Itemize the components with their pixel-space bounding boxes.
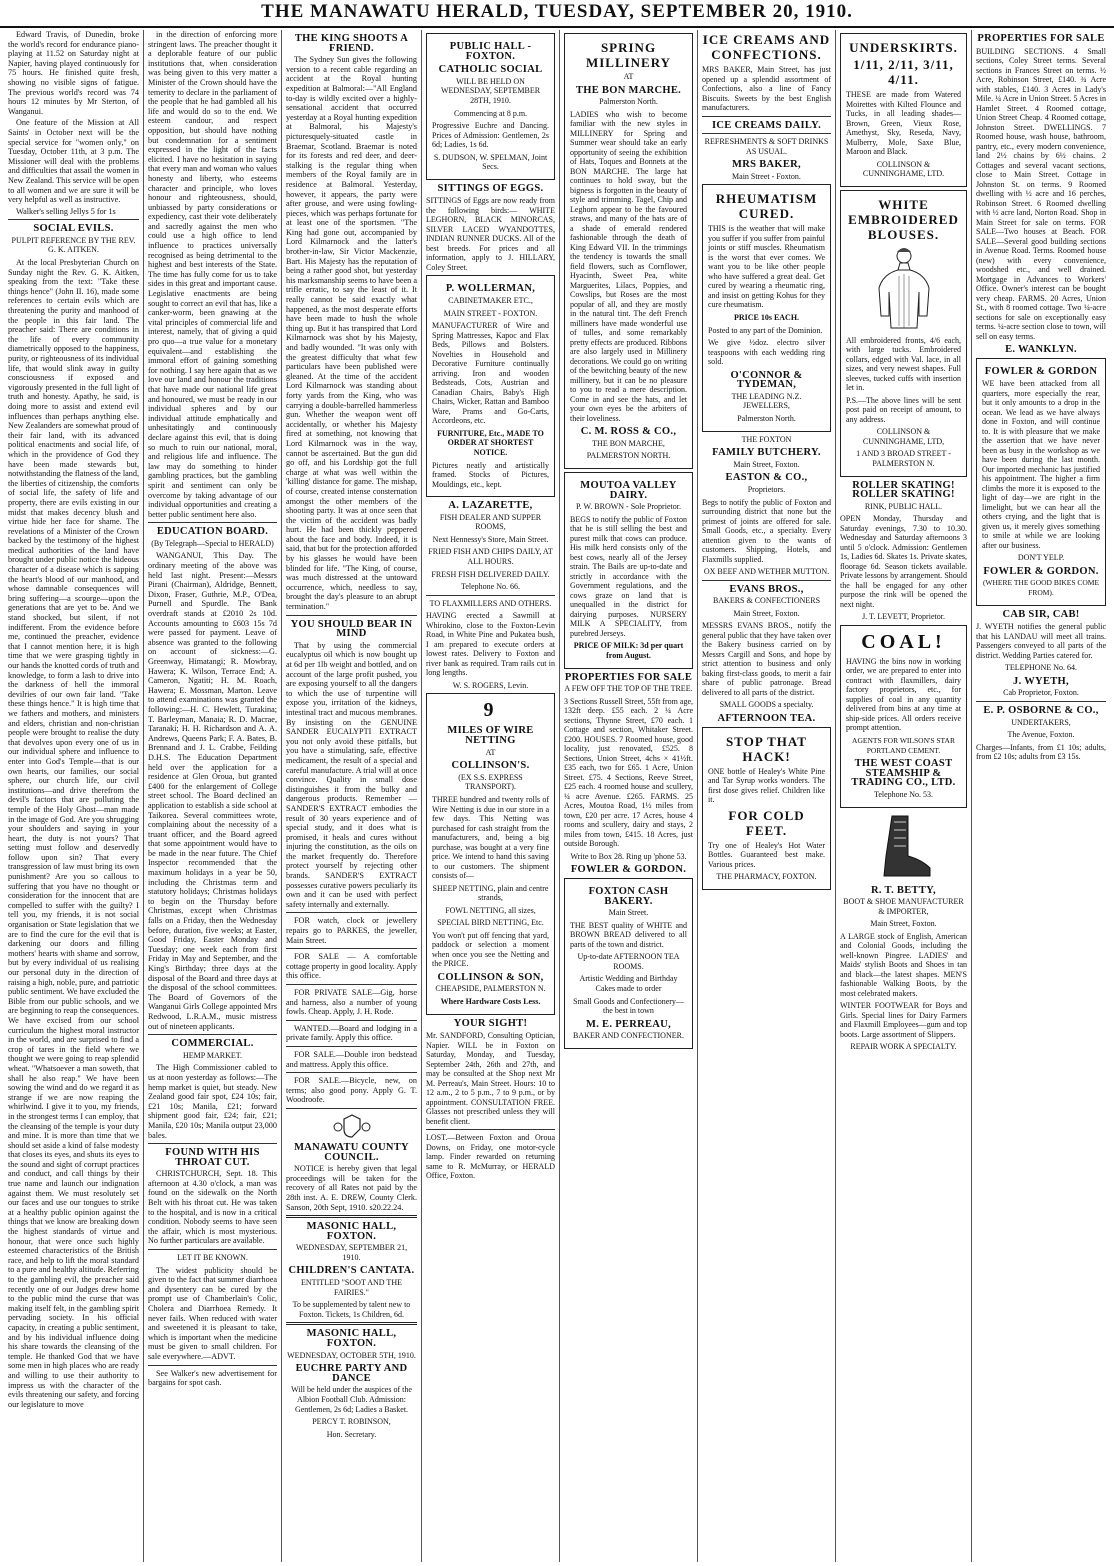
ad-line: REFRESHMENTS & SOFT DRINKS AS USUAL. [704, 137, 829, 156]
ad-signature: J. T. LEVETT, Proprietor. [862, 612, 945, 622]
ad-body: Mr. SANDFORD, Consulting Optician, Napier. WILL be in Foxton on Saturday, Monday, and Tuesday, September 24th, 26th and 27th, and may be consulted at the Shop next Mr M. Perreau's, Main Street. Hours: 10 to 12 a.m., 2 to 5 p.m., 7 to 9 p.m., or by appointment. CONSULTATION FREE. Glasses not prescribed unless they will benefit client. [426, 1031, 555, 1126]
article-body: The widest publicity should be given to the fact that summer diarrhoea and dysentery can be cured by the prompt use of Chamberlain's Colic, Cholera and Diarrhoea Remedy. It never fails. When reduced with water and sweetened it is pleasant to take, which is important when the medicine must be given to small children. For sale everywhere.—ADVT. [148, 1265, 277, 1361]
ad-body: THE BEST quality of WHITE and BROWN BREAD delivered to all parts of the town and district. [570, 920, 687, 949]
event-body: To be supplemented by talent new to Foxton. Tickets, 1s Children, 6d. [292, 1300, 411, 1319]
ad-body: Pictures neatly and artistically framed. Stocks of Pictures, Mouldings, etc., kept. [432, 460, 549, 489]
article-subheading: (By Telegraph—Special to HERALD) [151, 538, 274, 548]
ad-address: Next Hennessy's Store, Main Street. [432, 534, 549, 544]
ad-note: (EX S.S. EXPRESS TRANSPORT). [458, 772, 523, 792]
ad-body: Begs to notify the public of Foxton and surrounding district that none but the primest of joints are offered for sale. Small Goods, etc., a specialty. Every attention given to the wants of customers. Shipping, Hotels, and Flaxmills supplied. [702, 497, 831, 564]
ad-body: FRESH FISH DELIVERED DAILY. [431, 569, 550, 579]
ad-telephone: TELEPHONE No. 64. [1005, 663, 1077, 673]
ad-line: SMALL GOODS a specialty. [719, 700, 814, 710]
article-heading: YOU SHOULD BEAR IN MIND [290, 618, 413, 640]
ad-body: WINTER FOOTWEAR for Boys and Girls. Special lines for Dairy Farmers and Flaxmill Employees—gum and top boots. Large assortment of Slippers. [840, 1001, 967, 1039]
ad-line: OX BEEF AND WETHER MUTTON. [703, 567, 830, 576]
ad-catholic-social [426, 33, 555, 180]
event-subtitle: ENTITLED "SOOT AND THE FAIRIES." [301, 1278, 402, 1297]
ad-body: BUILDING SECTIONS. 4 Small sections, Coley Street terms. Several sections in Frances Street on terms. ½ Acre, Robinson Street, £140. ¾ Acre with stables, £140. 3 Acres in Lady's Mile. ¼ Acre in Union Street. 5 Acres in Hamlet Street. 4 Roomed cottage, Union Street Cheap. 4 Roomed cottage, Johnston Street. DWELLINGS. 7 Roomed house, wash house, bathroom, pantry, etc., every modern convenience, land 2½ chains by 6½ chains. 2 Cottages and several vacant sections, close to Main Street. Cottage in Johnston St. on terms. 9 Roomed dwelling with ½ acre and 16 perches, Robinson Street. 6 Roomed dwelling with ½ acre land, Norton Road. Shop in Main Street for sale on terms. FOR SALE—Two houses at Beach. FOR SALE—Several good building sections in Avenue Road. Terms. Roomed house (new) with every convenience, woodshed etc., and well drained. Mortgage in Advances to Workers' Office. Owner's interest can be bought very cheap. FARMS. 20 Acres, Union St., with 8 roomed cottage. Two ¼-acre sections for sale on exceptionally easy terms. ¼-acre section close to town, will sell on easy terms. [976, 46, 1106, 341]
ad-heading: CAB SIR, CAB! [1002, 608, 1080, 620]
column-7 [836, 30, 972, 1562]
ad-subheading: FISH DEALER AND SUPPER ROOMS, [439, 512, 542, 532]
column-6 [698, 30, 836, 1562]
ad-date: WILL BE HELD ON WEDNESDAY, SEPTEMBER 28TH, 1910. [440, 76, 541, 105]
ad-time: Commencing at 8 p.m. [453, 108, 528, 118]
column-8 [972, 30, 1110, 1562]
ad-body: 3 Sections Russell Street, 55ft from age, 132ft deep. £55 each. 2 ¼ Acre sections, Thynne Street, £70 each. 1 Cottage and section, Whitaker Street. £200. HOUSES. 7 Roomed house, good locality, just renovated, £525. 8 Sections, Union Street, 4chs × 41½ft. £35 each, two for £65. 1 Acre, Union Street. £75. 4 Sections, Reeve Street, £25 each. 4 roomed house and scullery, ¼ acre Avenue. £265. FARMS. 25 Acres, Moutoa Road, 1½ miles from town, £20 per acre. 17 Acres, house 4 rooms and scullery, dairy and stays, 2 miles from town, £415. 18 Acres, just outside Borough. [564, 696, 693, 849]
ad-body: Progressive Euchre and Dancing. Prices of Admission: Gentlemen, 2s 6d; Ladies, 1s 6d. [432, 121, 549, 150]
ad-telephone: Telephone No. 53. [874, 789, 933, 799]
ad-list-item: SHEEP NETTING, plain and centre strands, [432, 883, 549, 903]
ad-signature: M. E. PERREAU, [586, 1018, 671, 1030]
ad-heading: RHEUMATISM CURED. [715, 191, 818, 222]
event-date: WEDNESDAY, SEPTEMBER 21, 1910. [295, 1243, 408, 1262]
ad-heading: PUBLIC HALL - FOXTON. [449, 41, 532, 62]
ad-shop: COLLINSON'S. [451, 760, 530, 772]
article-body: At the local Presbyterian Church on Sunday night the Rev. G. K. Aitken, speaking from the text: "Take these things hence" (John II. 16), made some references to certain evils which are threatening the purity and manhood of the people in this fair land. The preacher said: There are conditions in the life of every community diametrically opposed to the happiness, purity, or righteousness of its individual life, that would slink away in guilty consciousness if exposed and vigorously presented in the full light of truth and honesty. Apathy, he said, is doing more to assist and extend evil influences than perhaps anything else. New Zealanders are somewhat proud of their fair land, with its advanced political enactments and social life, of which in the providence of God they have been made stewards but, notwithstanding the flatness of the land, the liberties of citizenship, the comforts of social life, the safety of life and property, there are evils existing in our midst that makes decency blush and virtue hide her face for shame. The revelations of a Minister of the Crown backed by the testimony of the highest medical authorities of the land have brought under public notice the hideous character of a disease which is sapping the heart's blood of our manhood, and whose damnable consequences will bring suffering—a scourge—upon the generations that are yet to be. And we stand shocked, but silent, if not indifferent. From the evidence before me, continued the preacher, evidence that I cannot mention here, it is high time that we were grasping tightly in our hands the knotted cords of truth and knowledge, to form a lash to drive into the darkness of hell the immoral devilries of our own fair land. "Take these things hence." It is high time that we fathers and mothers, and ministers and elders, christian and non-christian people were brought to realise the duty that devolves upon every one of us in our individual sphere and influence to enter into God's Temple—that is our own hearts, our families, our social sphere, our church life, our civil institutions—and drive therefrom the devil's factors that are polluting the temple of the Holy Ghost—man made in the image of God. Are you shrugging your shoulders and saying in your heart, the duty is not yours? That setting must follow and deservedly follow upon sin? That every transgression of law must bring its own punishment? Are you so callous to suffering that you have no thought or consideration for the innocent that are compelled to suffer with the guilty? I tell you, my friends, it is not social organisation or State legislation that we are to find the cure for the evil that is darkening our doors and filling mothers' hearts with shame and sorrow, but by every individual of us realising our personal duty in the direction of raising a high, noble, pure, and patriotic public sentiment. We have excluded the Bible from our public schools, and we are beginning to reap the consequences. We have excised from our school curriculum the highest moral instructor in the world, and are surprised to find a crop of tares in the field where we thought we were going to reap splendid wheat. "Whatsoever a man soweth, that shall he also reap." We have been sowing the wind and do we regard it as strange if we are now reaping the whirlwind. I give it to you, my friends, in the strongest terms I can employ, that the cleansing of the temple is your duty and mine. It is more than time that we should set aside a kind of false modesty that closes its eyes, and shuts its eyes to the sound and sight of corrupt practices and conduct, and call things by their true name and launch our indignation against them. We must resolutely set our faces and use our tongues to strike at a healthy public opinion against the things that we know are breaking down the highest standards of virtue and honour, that were once such highly esteemed characteristics of the British race, and help to lift the moral standard to a pure and healthy altitude. Referring to the gambling evil, the preacher said recently one of our Judges drew home to the public mind the curse that was making itself felt, in the gambling spirit pervading society. In his official capacity, in creating a public sentiment, and by his individual influence doing his share towards the cleansing of the temple. He thanked God that we have some men in high places who are ready and willing to use their authority to impress us with the character of the evils threatening our safety, and forcing our legislature to move [8, 258, 139, 1409]
ad-name: EASTON & CO., [725, 472, 808, 484]
ad-body: MRS BAKER, Main Street, has just opened up a splendid assortment of Confections, also a line of Fancy Biscuits. Sweets by the best English manufacturers. [702, 65, 831, 112]
ad-prefix: THE FOXTON [741, 434, 792, 444]
event-heading: MASONIC HALL, FOXTON. [306, 1221, 397, 1242]
ad-town: Palmerston North. [737, 413, 796, 423]
ad-body: OPEN Monday, Thursday and Saturday evenings, 7.30 to 10.30. Wednesday and Saturday afternoons 3 until 5 o'clock. Admission: Gentlemen 1s, Ladies 6d. Skates 1s. Private skates, floorage 6d. Season tickets available. Private lessons by arrangement. Should the hall be engaged for any other purpose the rink will be opened the next night. [840, 514, 967, 609]
ad-subheading: RINK, PUBLIC HALL. [864, 501, 943, 511]
ad-heading: PROPERTIES FOR SALE [564, 671, 693, 683]
ad-heading: SITTINGS OF EGGS. [437, 182, 544, 194]
ad-title: CATHOLIC SOCIAL [438, 64, 543, 76]
ad-line: Up-to-date AFTERNOON TEA ROOMS. [577, 952, 680, 971]
ad-price: PRICE 10s EACH. [733, 312, 800, 322]
newspaper-page [4, 30, 1110, 1562]
ad-heading: ICE CREAMS AND CONFECTIONS. [702, 32, 831, 62]
ad-rheumatism [702, 184, 831, 431]
ad-address: MAIN STREET - FOXTON. [443, 308, 538, 318]
ad-signature: S. DUDSON, W. SPELMAN, Joint Secs. [433, 152, 548, 172]
column-3 [282, 30, 422, 1562]
small-ad: FOR watch, clock or jewellery repairs go to PARKES, the jeweller, Main Street. [286, 916, 417, 945]
ad-body: ONE bottle of Healey's White Pine and Tar Syrup works wonders. The first dose gives relief. Children like it. [708, 766, 825, 805]
ad-body: THESE are made from Watered Moirettes with Kilted Flounce and Tucks, in all leading shades—Brown, Green, Vieux Rose, Amethyst, Sky, Reseda, Navy, Mulberry, Mole, Saxe Blue, Maroon and Black. [846, 90, 961, 156]
ad-body: Posted to any part of the Dominion. [708, 325, 823, 335]
ad-signature: W. S. ROGERS, Levin. [452, 680, 529, 690]
ad-heading: MOUTOA VALLEY DAIRY. [580, 480, 677, 501]
ad-signature: COLLINSON & SON, [437, 971, 544, 983]
ad-wollerman [426, 275, 555, 497]
article-body: WANGANUI, This Day. The ordinary meeting of the above was held last night. Present:—Messrs Pirani (Chairman), Aldridge, Bennett, Dixon, Fraser, Guthrie, M.P., O'Dea, Purnell and Spurdle. The Bank overdraft stands at £2010 2s 10d. Accounts amounting to £603 15s 7d were passed for payment. Leave of absence was granted to the following on account of sickness:—G. Greenway, Himatangi; R. Mowbray, Hawera; K. Wilson, Terrace End; A. Cameron, Ngatiti; H. M. Roach, Hawera; E. Mossman, Marton. Leave to attend examinations was granted the following:—H. C. Hewlett, Turakina; T. Barleyman, Manaia; R. D. Macrae, Taranaki; H. H. Richardson and A. A. Andrews, Queens Park; F. A. Bates, B. Brennand and J. L. Crabbe, Feilding D.H.S. The Education Department held over the application for a residence at Glen Oroua, but granted £400 for the enlargement of College street school. The Board declined an application to establish a side school at Taikorea. Several committees wrote, complaining about the necessity of a truant officer, and the Board agreed that some appointment would have to be made in the near future. The Chief Inspector recommended that the maximum holidays in a year be 50, including the Christmas term and statutory holidays; Christmas holidays to begin on the Thursday before Christmas, except when Christmas falls on a Friday, then the Wednesday before, duration, five weeks; at Easter, Good Friday, Easter Monday and Tuesday; one week each from first Friday in May and September, and the King's Birthday; three days at the disposal of the Board and three days at the disposal of the school committees. The Board of Governors of the Wanganui Girls College appointed Mrs Redwood, L.R.A.M., music mistress out of nineteen applicants. [148, 551, 277, 1031]
ad-body: THIS is the weather that will make you suffer if you suffer from painful joints or stiff muscles. Rheumatism is the worst that ever comes. We want you to be like other people who have suffered a great deal. Get cured by wearing a rheumatic ring, and insist on getting Kohus for they cure rheumatism. [708, 224, 825, 310]
ad-heading: UNDERSKIRTS. [849, 40, 958, 55]
ad-list-item: SPECIAL BIRD NETTING, Etc. [437, 918, 544, 928]
ad-subheading: UNDERTAKERS, [1011, 717, 1071, 727]
event-title: CHILDREN'S CANTATA. [288, 1265, 415, 1277]
ad-signature: THE LEADING N.Z. JEWELLERS, [731, 391, 802, 411]
news-paragraph: One feature of the Mission at All Saints' in October next will be the special service for "women only," on Tuesday, October 11th, at 3 p.m. The Missioner will deal with the problems and difficulties that assail the women in New Zealand. This service will be open to all women and we are sure it will be very helpful as well as instructive. [8, 118, 139, 205]
ad-signature: E. WANKLYN. [1005, 344, 1077, 356]
ad-subheading: BAKERS & CONFECTIONERS [712, 596, 821, 606]
ad-heading: R. T. BETTY, [871, 884, 936, 896]
ad-subheading: BOOT & SHOE MANUFACTURER & IMPORTER, [843, 897, 964, 916]
ad-heading: ROLLER SKATING! ROLLER SKATING! [852, 479, 955, 501]
article-body: The High Commissioner cabled to us at noon yesterday as follows:—The hemp market is quiet, but steady. New Zealand good fair spot, £24 10s; fair, £21 10s; Manila, £21; forward shipment good fair, £24; fair, £21; Manila, £20 10s; Manila output 23,000 bales. [148, 1063, 277, 1140]
ad-heading: SPRING MILLINERY [585, 40, 672, 70]
article-heading: COMMERCIAL. [171, 1038, 254, 1050]
notice-heading: MANAWATU COUNTY COUNCIL. [294, 1141, 409, 1163]
ad-body: You won't put off fencing that yard, paddock or selection a moment when once you see the Netting and the PRICE. [432, 930, 549, 969]
ad-slogan: FURNITURE, Etc., MADE TO ORDER AT SHORTEST NOTICE. [437, 428, 544, 457]
article-heading: THE KING SHOOTS A FRIEND. [294, 33, 409, 54]
ad-signature: C. M. ROSS & CO., [580, 426, 677, 438]
article-heading: SOCIAL EVILS. [33, 223, 114, 235]
ad-heading: TO FLAXMILLERS AND OTHERS. [429, 598, 552, 608]
ad-line: Small Goods and Confectionery—the best in town [573, 996, 684, 1016]
ad-body: HAVING erected a Sawmill at Whirokino, close to the Foxton-Levin Road, in White Pine and Pukatea bush, I am prepared to execute orders at lowest rates. Delivery to Foxton and river bank as required. Tram rails cut in long lengths. [426, 611, 555, 678]
ad-heading: P. WOLLERMAN, [445, 283, 536, 295]
article-subheading: PULPIT REFERENCE BY THE REV. G. K. AITKEN. [11, 235, 136, 255]
ad-body: LADIES who wish to become familiar with the new styles in MILLINERY for Spring and Summer wear should take an early opportunity of seeing the exhibition of Hats, Toques and Bonnets at the BON MARCHE. The large hat continues to hold sway, but the bigness is forgotten in the beauty of style and trimming. Tagel, Chip and Leghorn appear to be the favoured straws, and many of the hats are of a shade of emerald rendered fashionable through the death of King Edward VII. In the trimmings the tendency is towards the small field flowers, such as Cornflower, Hyacinth, Sweet Pea, white Marguerites, Lilacs, Poppies, and Cowslips, but Roses are the most popular of all, and they are mostly in the natural tint. The deft French milliners have made wonderful use of tulles, and some remarkably pretty effects are produced. Ribbons are also largely used in Millinery decorations. We could go on writing of the bewitching beauty of the new millinery, but it can be no pleasure to you to read a mere description. Come in and see the hats, and let your own eyes be the arbiters of their loveliness. [570, 109, 687, 423]
ad-number: 9 [483, 699, 498, 722]
ad-body: HAVING the bins now in working order, we are prepared to enter into contract with flaxmillers, dairy factory proprietors, etc., for supplies of coal in any quantity delivered from bins at any time at ship-side prices. All orders receive prompt attention. [846, 656, 961, 733]
ad-list-item: FOWL NETTING, all sizes, [445, 905, 536, 915]
ad-proprietor: Proprietors. [747, 484, 786, 494]
ad-line: ICE CREAMS DAILY. [711, 119, 822, 131]
ad-heading: WHITE EMBROIDERED BLOUSES. [848, 196, 959, 242]
ad-body: MESSRS EVANS BROS., notify the general public that they have taken over the Bakery business carried on by Messrs Cargill and Sons, and hope by strict attention to business and only baking first-class goods, to merit a fair share of public patronage. Bread delivered to all parts of the district. [702, 621, 831, 697]
ad-heading: A. LAZARETTE, [448, 500, 533, 511]
ad-prices: 1/11, 2/11, 3/11, 4/11. [853, 57, 954, 87]
ad-address: CHEAPSIDE, PALMERSTON N. [435, 984, 546, 994]
ad-line: REPAIR WORK A SPECIALTY. [850, 1042, 957, 1052]
ad-proprietor: P. W. BROWN - Sole Proprietor. [576, 502, 681, 512]
ad-signature: COLLINSON & CUNNINGHAME, LTD. [862, 159, 945, 179]
news-paragraph: Edward Travis, of Dunedin, broke the world's record for endurance piano-playing at 11.52 on Saturday night at Napier, having played continuously for 75 hours. He finished quite fresh, showing no visible signs of fatigue. The previous world's record was 74 hours 12 minutes by Mr Sterton, of Wanganui. [8, 30, 139, 116]
ad-signature: THE PHARMACY, FOXTON. [716, 872, 817, 882]
article-subheading: HEMP MARKET. [182, 1050, 243, 1060]
ad-subheading: CABINETMAKER ETC., [448, 296, 533, 306]
ad-signature: THE WEST COAST STEAMSHIP & TRADING CO., LTD. [851, 758, 956, 789]
ad-signature: BAKER AND CONFECTIONER. [573, 1031, 684, 1041]
event-body: Will be held under the auspices of the Albion Football Club. Admission: Gentlemen, 2s 6d; Ladies a Basket. [291, 1385, 412, 1414]
ad-body: J. WYETH notifies the general public that his LANDAU will meet all trains. Passengers conveyed to all parts of the district. Wedding Parties catered for. [976, 622, 1106, 660]
blouse-illustration-icon [869, 246, 939, 332]
ad-signature: O'CONNOR & TYDEMAN, [730, 369, 803, 391]
ad-signature: FOWLER & GORDON. [983, 565, 1099, 577]
coat-of-arms-icon [332, 1113, 372, 1139]
article-body: CHRISTCHURCH, Sept. 18. This afternoon at 4.30 o'clock, a man was found on the sidewalk on the North Belt with his throat cut. He was taken to the hospital, and is now in a critical condition. Nobody seems to have seen the affair, which is most mysterious. No further particulars are available. [148, 1169, 277, 1246]
column-5 [560, 30, 698, 1562]
ad-heading: FOR COLD FEET. [728, 807, 805, 838]
ad-signature: THE BON MARCHE, [592, 438, 665, 448]
article-subheading: LET IT BE KNOWN. [177, 1253, 248, 1263]
notice-body: NOTICE is hereby given that legal proceedings will be taken for the recovery of all Rates not paid by the 28th inst. A. E. DREW, County Clerk. Sanson, 20th Sept, 1910. s20.22.24. [286, 1164, 417, 1212]
ad-address: 1 AND 3 BROAD STREET - PALMERSTON N. [856, 449, 951, 468]
small-ad: FOR SALE — A comfortable cottage property in good locality. Apply this office. [286, 952, 417, 981]
ad-body: A LARGE stock of English, American and Colonial Goods, including the well-known Pingree. LADIES' and Maids' stylish Boots and Shoes in tan and black—the latest shapes. MEN'S fashionable Walking Boots, by the most celebrated makers. [840, 931, 967, 998]
ad-signature: J. WYETH, [1013, 675, 1069, 687]
ad-line: AFTERNOON TEA. [717, 712, 816, 724]
boot-illustration-icon [874, 812, 934, 882]
ad-body: FRIED FISH AND CHIPS DAILY, AT ALL HOURS. [428, 547, 553, 566]
ad-body: LOST.—Between Foxton and Oroua Downs, on Friday, one motor-cycle lamp. Finder rewarded on returning same to R. McMurray, or HERALD Office, Foxton. [426, 1133, 555, 1181]
ad-word: AT [485, 747, 496, 757]
ad-blouses [840, 190, 967, 477]
ad-body: All embroidered fronts, 4/6 each, with large tucks. Embroidered collars, edged with Val. lace, in all sizes, and very newest shapes. Full sleeves, tucked cuffs with insertion let in. [846, 335, 961, 393]
ad-slogan: Where Hardware Costs Less. [440, 997, 541, 1007]
ad-town: Palmerston North. [599, 97, 658, 107]
news-paragraph: Walker's selling Jellys 5 for 1s [16, 206, 116, 216]
ad-heading: FOXTON CASH BAKERY. [588, 885, 669, 907]
ad-title: MILES OF WIRE NETTING [447, 725, 534, 747]
ad-line: Artistic Wedding and Birthday Cakes made to order [579, 974, 678, 993]
ad-bakery [564, 878, 693, 1049]
ad-heading: STOP THAT HACK! [726, 733, 807, 764]
ad-contact: Write to Box 28. Ring up 'phone 53. [570, 851, 687, 861]
ad-heading: FOWLER & GORDON [984, 365, 1098, 377]
ad-heading: FAMILY BUTCHERY. [712, 447, 821, 459]
article-body: See Walker's new advertisement for bargains for spot cash. [148, 1368, 277, 1388]
masthead: THE MANAWATU HERALD, TUESDAY, SEPTEMBER 20, 1910. [0, 0, 1114, 28]
ad-heading: COAL! [861, 630, 946, 653]
article-body: in the direction of enforcing more stringent laws. The preacher thought it a deplorable feature of our public institutions that, when consideration was being given to this very matter a Minister of the Crown should have the temerity to declare in the parliament of the people that he had gambled all his life and would do so to the end. We esteem candour, and respect opposition, but should have nothing but condemnation for a sentiment expressed in the light of the facts elicited. I have no hesitation in saying that every man and woman who values honesty and liberty, who esteems character and principle, who loves honour and righteousness, should, unbiassed by party considerations or expediency, cast their vote deliberately and sacredly against the men who could use a high office to lend influence to practices universally recognised as being detrimental to the highest and best interests of the State. The time has fully come for us to take sides in this great and important cause. Legislative enactments are being sought to correct an evil that has, like a canker-worm, been gnawing at the vital principles of commercial life and interest, namely, that of giving a quid pro quo—a true value for a monetary equivalent—and establishing the immoral effort of gaining something for nothing. I say here again that as we love our land and honour the traditions that have made our national life great and honoured, we must be ready in our individual spheres and by our individual attitude emphatically and unhesitatingly and continuously declare against this evil, that is doing so much to ruin our national, moral, and religious life and influence. The law may do something to hinder gambling practices, but the gambling spirit and sentiment can only be overcome by taking advantage of our individual opportunities and creating a better public sentiment here also. [148, 30, 277, 519]
ad-slogan: (WHERE THE GOOD BIKES COME FROM). [982, 578, 1100, 598]
ad-wire-netting [426, 693, 555, 1014]
ad-dairy [564, 472, 693, 668]
ad-telephone: Telephone No. 66. [461, 582, 520, 592]
ad-signature: PALMERSTON NORTH. [586, 451, 671, 461]
small-ad: FOR PRIVATE SALE—Gig, horse and harness, also a number of young fowls. Cheap. Apply, J. H. Rode. [286, 988, 417, 1017]
ad-agents: AGENTS FOR WILSON'S STAR PORTLAND CEMENT. [852, 735, 955, 755]
event-signature: Hon. Secretary. [326, 1429, 377, 1439]
ad-address: Main Street, Foxton. [733, 459, 800, 469]
event-heading: MASONIC HALL, FOXTON. [306, 1328, 397, 1350]
ad-body: We give ½doz. electro silver teaspoons with each wedding ring sold. [708, 338, 825, 367]
article-heading: FOUND WITH HIS THROAT CUT. [165, 1147, 260, 1168]
ad-spring-millinery [564, 33, 693, 469]
ad-signature: COLLINSON & CUNNINGHAME, LTD, [862, 427, 945, 446]
ad-coal [840, 625, 967, 808]
event-signature: PERCY T. ROBINSON, [312, 1417, 391, 1427]
small-ad: FOR SALE.—Double iron bedstead and mattress. Apply this office. [286, 1049, 417, 1069]
ad-body: Charges—Infants, from £1 10s; adults, from £2 10s; adults from £3 15s. [976, 742, 1106, 762]
ad-body: MANUFACTURER of Wire and Spring Mattresses, Kapoc and Flax Beds, Pillows and Bolsters. Novelties in Household and Decorative Furniture continually arriving. Iron and wooden Bedsteads, Cots, Austrian and Canadian Chairs, Baby's High Chairs, Wicker, Rattan and Bamboo Ware, Prams and Go-Carts, Accordeons, etc. [432, 321, 549, 426]
ad-word: AT [623, 72, 634, 81]
ad-subheading: A FEW OFF THE TOP OF THE TREE. [564, 684, 693, 694]
ad-subheading: Cab Proprietor, Foxton. [1003, 688, 1079, 698]
ad-heading: YOUR SIGHT! [453, 1017, 528, 1029]
ad-signature: FOWLER & GORDON. [570, 864, 687, 876]
ad-heading: EVANS BROS., [729, 583, 804, 595]
ad-body: Try one of Healey's Hot Water Bottles. Guaranteed best make. Various prices. [708, 840, 825, 869]
ad-underskirts [840, 33, 967, 187]
ad-body: WE have been attacked from all quarters, more especially the rear, but it only amounts to a drop in the ocean. We lead as we have always done in Foxton, and will continue to. It is with pleasure that we make the assertion that we have never been as busy in the workshop as we have been during the last month. Our imported mechanic has justified his appointment. The higher a firm climbs the more it is exposed to the light of day—we are right in the limelight, but we can hear all the others crying, and the light that is given us, it merely gives something to smile at while we are looking after our business. [982, 379, 1100, 550]
ad-signature: MRS BAKER, [732, 159, 801, 171]
ad-address: Main Street. [608, 908, 649, 918]
small-ad: FOR SALE.—Bicycle, new, on terms; also good pony. Apply G. T. Woodroofe. [286, 1076, 417, 1105]
column-2 [144, 30, 282, 1562]
ad-heading: E. P. OSBORNE & CO., [983, 705, 1099, 717]
article-heading: EDUCATION BOARD. [156, 526, 269, 538]
ad-shop: THE BON MARCHE. [575, 84, 682, 96]
ad-body: SITTINGS of Eggs are now ready from the following birds:— WHITE LEGHORN, BLACK MINORCAS, SILVER LACED WYANDOTTES, INDIAN RUNNER DUCKS. All of the best breeds. For prices and all information, apply to J. HILLARY, Coley Street. [426, 196, 555, 272]
ad-cough-syrup [702, 727, 831, 890]
event-title: EUCHRE PARTY AND DANCE [295, 1363, 408, 1384]
ad-fowler-gordon [976, 358, 1106, 606]
ad-address: Main Street, Foxton. [870, 919, 937, 929]
ad-body: BEGS to notify the public of Foxton that he is still selling the best and purest milk that cows can produce. His milk herd consists only of the best cows, nearly all of the Jersey strain. The Bails are up-to-date and strictly in accordance with the Government regulations, and the cows graze on land that is unequalled in the district for dairying purposes. NURSERY MILK A SPECIALITY, from purebred Jerseys. [570, 514, 687, 638]
ad-price: PRICE OF MILK: 3d per quart from August. [573, 641, 684, 660]
ad-line: DON'T YELP. [1017, 553, 1065, 563]
small-ad: WANTED.—Board and lodging in a private family. Apply this office. [286, 1023, 417, 1043]
event-date: WEDNESDAY, OCTOBER 5TH, 1910. [287, 1350, 416, 1360]
ad-address: Main Street, Foxton. [733, 608, 800, 618]
ad-address: The Avenue, Foxton. [1007, 730, 1075, 740]
column-4 [422, 30, 560, 1562]
ad-body: P.S.—The above lines will be sent post paid on receipt of amount, to any address. [846, 395, 961, 424]
article-body: That by using the commercial eucalyptus oil which is now bought up at 6d per 1lb weight and bottled, and on account of the large profit pushed, you are exposing yourself to all the dangers to which the use of turpentine will expose you, irritation of the kidneys, intestinal tract and mucous membranes. By insisting on the GENUINE SANDER EUCALYPTI EXTRACT you not only avoid these pitfalls, but you have a stimulating, safe, effective medicament, the result of a special and careful manufacture. A trial will at once convince. Quality in small dose distinguishes it from the bulky and dangerous products. Remember — SANDER'S EXTRACT embodies the result of 30 years experience and of special study, and it does what is promised, it heals and cures without injuring the constitution, as the oils on the market frequently do. Therefore protect yourself by rejecting other brands. SANDER'S EXTRACT possesses curative powers peculiarly its own and it can be used with perfect safety internally and externally. [286, 640, 417, 909]
ad-address: Main Street - Foxton. [732, 171, 801, 181]
column-1 [4, 30, 144, 1562]
ad-body: THREE hundred and twenty rolls of Wire Netting is due in our store in a few days. This Netting was purchased for cash straight from the manufacturers, and, being a big purchase, was bought at a very fine price. We intend to hand this saving to our customers. The shipment consists of— [432, 795, 549, 880]
article-body: The Sydney Sun gives the following version to a recent cable regarding an accident at the Royal hunting expedition at Balmoral:—"All England to-day is wildly excited over a highly-sensational accident that occurred yesterday at a Royal hunting expedition at Balmoral, his Majesty's picturesquely-situated castle in Braemar, Scotland. Braemar is noted for its forests and red deer, and deer-stalking is the regular thing when members of the Royal family are in residence at Balmoral. Yesterday, however, it appears, the party were after grouse, and were using fowling-pieces, which was perhaps fortunate for at least one of the sportsmen. "The King had gone out, accompanied by Lord Kilmarnock and the latter's brother-in-law, Sir Victor Mackenzie, Bart. His Majesty has the reputation of being a rather good shot, but yesterday his marksmanship seems to have been a trifle erratic, to say the least of it. It really cannot be said exactly what happened, as the most desperate efforts have been made to hush the whole thing up. But it has transpired that Lord Kilmarnock was shot by his Majesty, and badly wounded. "It was only with the greatest difficulty that what few particulars have been published were gleaned. At the time of the accident Lord Kilmarnock was standing about forty yards from the King, who was carrying a double-barrelled hammerless gun. Whether the weapon went off accidentally, or whether his Majesty fired at something, not knowing that Lord Kilmarnock was in the way, cannot be ascertained. But the gun did go off, and his Lordship got the full charge at what was well within the 'killing' distance for game. The mishap, of course, created intense consternation amongst the other members of the shooting party. It was at once seen that the victim of the accident was badly hurt. He had been thickly peppered about the face and body. Indeed, it is said, that but for the protection afforded by his glasses he would have been blinded for life. "The King, of course, was much distressed at the untoward occurrence, which, needless to say, brought the day's pleasure to an abrupt termination." [286, 55, 417, 612]
ad-heading: PROPERTIES FOR SALE [977, 33, 1105, 44]
